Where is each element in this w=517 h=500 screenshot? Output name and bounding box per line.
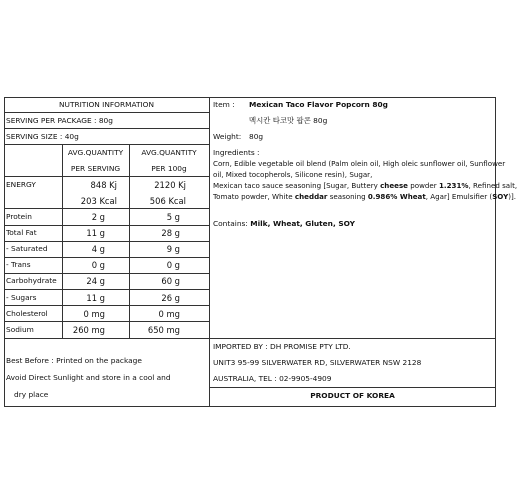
nutrient-per-100g: 28 g [161,228,180,238]
item-label: Item : [213,100,235,109]
item-name: Mexican Taco Flavor Popcorn 80g [249,100,388,109]
nutrient-per-100g: 5 g [166,212,180,222]
item-korean-name: 멕시칸 타코맛 팝콘 80g [249,116,328,125]
col2-head-2: PER 100g [151,164,187,173]
ingredients-line-4-f: SOY [492,192,509,201]
ingredients-line-1: Corn, Edible vegetable oil blend (Palm olein oil, High oleic sunflower oil, Sunflower [213,159,506,168]
ingredients-line-4-c: seasoning [327,192,368,201]
nutrition-line-energy [4,208,209,209]
ingredients-line-2: oil, Mixed tocopherols, Silicone resin), Sugar, [213,170,373,179]
nutrient-per-100g: 650 mg [147,325,180,335]
nutrient-label: - Saturated [6,244,48,253]
nutrient-per-100g: 60 g [161,276,180,286]
nutrition-line-protein [4,225,209,226]
nutrition-line-chol [4,321,209,322]
nutrition-line-sugar [4,305,209,306]
frame-middle [209,97,210,407]
ingredients-line-3-e: , Refined salt, [468,181,517,190]
energy-kcal-serving: 203 Kcal [80,196,117,206]
nutrient-per-serving: 11 g [86,228,105,238]
nutrition-line-carb [4,289,209,290]
nutrition-line-title [4,112,209,113]
nutrition-line-trans [4,273,209,274]
col2-head-1: AVG.QUANTITY [141,148,197,157]
nutrition-line-sodium [4,338,209,339]
energy-kj-100: 2120 Kj [154,180,186,190]
ingredients-line-3-d: 1.231% [438,181,469,190]
energy-label: ENERGY [6,180,36,189]
serving-size: SERVING SIZE : 40g [6,132,79,141]
ingredients-label: Ingredients : [213,148,260,157]
frame-bottom [4,406,496,407]
col1-head-2: PER SERVING [70,164,121,173]
frame-top [4,97,496,98]
servings-per-package: SERVING PER PACKAGE : 80g [6,116,113,125]
nutrient-per-serving: 0 g [91,260,105,270]
nutrient-per-serving: 4 g [91,244,105,254]
nutrient-per-serving: 11 g [86,293,105,303]
nutrient-per-100g: 9 g [166,244,180,254]
energy-kcal-100: 506 Kcal [149,196,186,206]
contains-value: Milk, Wheat, Gluten, SOY [250,219,356,228]
nutrient-per-100g: 0 g [166,260,180,270]
ingredients-line-3-b: cheese [380,181,408,190]
ingredients-line-4-d: 0.986% Wheat [367,192,426,201]
ingredients-line-4-g: )]. [508,192,517,201]
nutrition-line-sat [4,257,209,258]
origin-top-line [209,387,496,388]
energy-kj-serving: 848 Kj [90,180,117,190]
nutrient-per-serving: 24 g [86,276,105,286]
weight-label: Weight: [213,132,242,141]
importer-top-line [209,338,496,339]
storage-line-2: dry place [14,390,49,399]
nutrient-label: - Sugars [6,293,37,302]
col1-head-1: AVG.QUANTITY [67,148,124,157]
ingredients-line-4 [213,192,516,202]
ingredients-line-4-a: Tomato powder, White [213,192,295,201]
ingredients-line-4-e: , Agar] Emulsifier ( [425,192,493,201]
nutrition-line-size [4,144,209,145]
importer-line-2: UNIT3 95-99 SILVERWATER RD, SILVERWATER NSW 2128 [213,358,422,367]
nutrient-per-100g: 26 g [161,293,180,303]
importer-line-3: AUSTRALIA, TEL : 02-9905-4909 [213,374,332,383]
nutrient-label: - Trans [6,260,31,269]
frame-right [495,97,496,407]
importer-line-1: IMPORTED BY : DH PROMISE PTY LTD. [213,342,351,351]
nutrition-line-head [4,176,209,177]
nutrition-title: NUTRITION INFORMATION [59,100,154,109]
contains-label: Contains: [213,219,251,228]
nutrient-per-serving: 260 mg [72,325,105,335]
contains [213,219,355,229]
ingredients-line-4-b: cheddar [294,192,328,201]
nutrient-per-100g: 0 mg [158,309,180,319]
nutrient-per-serving: 0 mg [83,309,105,319]
nutrition-line-fat [4,241,209,242]
nutrient-label: Carbohydrate [6,276,57,285]
nutrient-label: Total Fat [6,228,37,237]
nutrition-line-servings [4,128,209,129]
weight-value: 80g [249,132,264,141]
product-origin: PRODUCT OF KOREA [310,391,395,400]
nutrient-label: Protein [6,212,32,221]
storage-line-1: Avoid Direct Sunlight and store in a cool and [6,373,171,382]
best-before: Best Before : Printed on the package [6,356,142,365]
ingredients-line-3-c: powder [408,181,439,190]
nutrient-label: Sodium [6,325,34,334]
nutrient-per-serving: 2 g [91,212,105,222]
ingredients-line-3-a: Mexican taco sauce seasoning [Sugar, Buttery [213,181,381,190]
ingredients-line-3 [213,181,517,191]
nutrient-label: Cholesterol [6,309,48,318]
